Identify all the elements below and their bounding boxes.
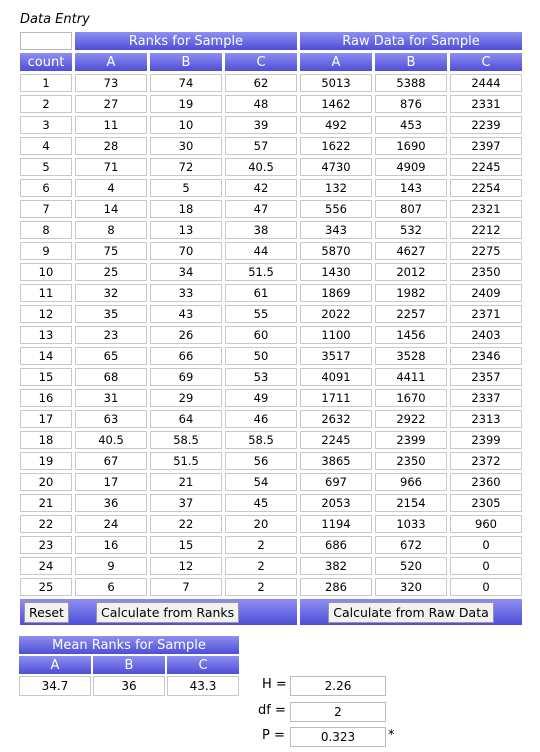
table-row — [20, 284, 522, 302]
count-cell: 2 — [20, 95, 72, 113]
data-cell[interactable]: 2399 — [450, 431, 522, 449]
count-cell: 17 — [20, 410, 72, 428]
table-row — [20, 494, 522, 512]
raw-col-b: B — [375, 53, 447, 71]
mean-ranks-table — [17, 634, 241, 698]
data-cell[interactable]: 4091 — [300, 368, 372, 386]
data-cell[interactable]: 0 — [450, 536, 522, 554]
table-row — [20, 242, 522, 260]
data-cell[interactable]: 71 — [75, 158, 147, 176]
table-row — [20, 263, 522, 281]
data-cell[interactable]: 492 — [300, 116, 372, 134]
data-cell[interactable]: 43 — [150, 305, 222, 323]
data-cell[interactable]: 57 — [225, 137, 297, 155]
p-label: P = — [262, 728, 285, 743]
mean-header: Mean Ranks for Sample — [19, 636, 239, 654]
data-cell[interactable]: 27 — [75, 95, 147, 113]
count-cell: 19 — [20, 452, 72, 470]
count-cell: 24 — [20, 557, 72, 575]
data-cell[interactable]: 1430 — [300, 263, 372, 281]
data-cell[interactable]: 21 — [150, 473, 222, 491]
count-cell: 13 — [20, 326, 72, 344]
data-cell[interactable]: 5870 — [300, 242, 372, 260]
p-value: 0.323 — [290, 727, 386, 747]
data-cell[interactable]: 2350 — [450, 263, 522, 281]
mean-col-a: A — [19, 656, 91, 674]
data-cell[interactable]: 1194 — [300, 515, 372, 533]
data-cell[interactable]: 520 — [375, 557, 447, 575]
mean-a-value: 34.7 — [19, 676, 91, 696]
data-cell[interactable]: 2154 — [375, 494, 447, 512]
data-cell[interactable]: 46 — [225, 410, 297, 428]
table-row — [20, 473, 522, 491]
data-cell[interactable]: 1982 — [375, 284, 447, 302]
count-cell: 9 — [20, 242, 72, 260]
df-label: df = — [258, 703, 286, 718]
data-cell[interactable]: 4909 — [375, 158, 447, 176]
data-cell[interactable]: 966 — [375, 473, 447, 491]
data-cell[interactable]: 64 — [150, 410, 222, 428]
data-cell[interactable]: 2245 — [300, 431, 372, 449]
table-row — [20, 326, 522, 344]
count-cell: 25 — [20, 578, 72, 596]
data-cell[interactable]: 13 — [150, 221, 222, 239]
data-cell[interactable]: 11 — [75, 116, 147, 134]
data-cell[interactable]: 807 — [375, 200, 447, 218]
table-row — [20, 179, 522, 197]
data-cell[interactable]: 2254 — [450, 179, 522, 197]
data-cell[interactable]: 25 — [75, 263, 147, 281]
data-cell[interactable]: 38 — [225, 221, 297, 239]
count-cell: 1 — [20, 74, 72, 92]
data-cell[interactable]: 65 — [75, 347, 147, 365]
table-row — [20, 221, 522, 239]
data-cell[interactable]: 6 — [75, 578, 147, 596]
data-cell[interactable]: 5013 — [300, 74, 372, 92]
data-cell[interactable]: 143 — [375, 179, 447, 197]
count-cell: 10 — [20, 263, 72, 281]
data-cell[interactable]: 24 — [75, 515, 147, 533]
data-cell[interactable]: 1711 — [300, 389, 372, 407]
data-cell[interactable]: 2313 — [450, 410, 522, 428]
count-header: count — [20, 53, 72, 71]
data-cell[interactable]: 63 — [75, 410, 147, 428]
data-cell[interactable]: 2012 — [375, 263, 447, 281]
data-cell[interactable]: 3865 — [300, 452, 372, 470]
data-cell[interactable]: 132 — [300, 179, 372, 197]
data-cell[interactable]: 39 — [225, 116, 297, 134]
h-value: 2.26 — [290, 676, 386, 696]
data-cell[interactable]: 35 — [75, 305, 147, 323]
data-cell[interactable]: 556 — [300, 200, 372, 218]
data-cell[interactable]: 22 — [150, 515, 222, 533]
data-cell[interactable]: 29 — [150, 389, 222, 407]
data-cell[interactable]: 2212 — [450, 221, 522, 239]
data-cell[interactable]: 67 — [75, 452, 147, 470]
data-cell[interactable]: 960 — [450, 515, 522, 533]
table-row — [20, 158, 522, 176]
data-cell[interactable]: 2 — [225, 536, 297, 554]
raw-button-bar — [300, 599, 522, 625]
data-cell[interactable]: 1869 — [300, 284, 372, 302]
data-cell[interactable]: 2245 — [450, 158, 522, 176]
data-cell[interactable]: 68 — [75, 368, 147, 386]
data-cell[interactable]: 686 — [300, 536, 372, 554]
data-cell[interactable]: 51.5 — [225, 263, 297, 281]
mean-col-c: C — [167, 656, 239, 674]
data-cell[interactable]: 2632 — [300, 410, 372, 428]
table-row — [20, 347, 522, 365]
data-cell[interactable]: 18 — [150, 200, 222, 218]
data-cell[interactable]: 1456 — [375, 326, 447, 344]
table-row — [20, 137, 522, 155]
data-cell[interactable]: 33 — [150, 284, 222, 302]
data-cell[interactable]: 4627 — [375, 242, 447, 260]
data-cell[interactable]: 15 — [150, 536, 222, 554]
table-row — [20, 116, 522, 134]
data-cell[interactable]: 31 — [75, 389, 147, 407]
data-cell[interactable]: 2053 — [300, 494, 372, 512]
data-cell[interactable]: 74 — [150, 74, 222, 92]
data-cell[interactable]: 8 — [75, 221, 147, 239]
data-cell[interactable]: 66 — [150, 347, 222, 365]
data-cell[interactable]: 2 — [225, 557, 297, 575]
data-cell[interactable]: 2357 — [450, 368, 522, 386]
data-cell[interactable]: 61 — [225, 284, 297, 302]
data-cell[interactable]: 1690 — [375, 137, 447, 155]
data-cell[interactable]: 2360 — [450, 473, 522, 491]
data-cell[interactable]: 30 — [150, 137, 222, 155]
count-cell: 3 — [20, 116, 72, 134]
data-cell[interactable]: 4 — [75, 179, 147, 197]
data-cell[interactable]: 2331 — [450, 95, 522, 113]
count-cell: 18 — [20, 431, 72, 449]
count-cell: 7 — [20, 200, 72, 218]
data-cell[interactable]: 9 — [75, 557, 147, 575]
count-cell: 5 — [20, 158, 72, 176]
table-row — [20, 452, 522, 470]
p-significance-mark: * — [388, 728, 395, 743]
data-cell[interactable]: 36 — [75, 494, 147, 512]
data-cell[interactable]: 0 — [450, 557, 522, 575]
data-cell[interactable]: 16 — [75, 536, 147, 554]
data-cell[interactable]: 45 — [225, 494, 297, 512]
data-cell[interactable]: 2372 — [450, 452, 522, 470]
data-cell[interactable]: 2403 — [450, 326, 522, 344]
data-cell[interactable]: 37 — [150, 494, 222, 512]
data-cell[interactable]: 70 — [150, 242, 222, 260]
data-cell[interactable]: 1462 — [300, 95, 372, 113]
data-cell[interactable]: 50 — [225, 347, 297, 365]
data-cell[interactable]: 3528 — [375, 347, 447, 365]
data-cell[interactable]: 343 — [300, 221, 372, 239]
data-cell[interactable]: 2922 — [375, 410, 447, 428]
data-cell[interactable]: 3517 — [300, 347, 372, 365]
data-cell[interactable]: 2239 — [450, 116, 522, 134]
data-cell[interactable]: 4730 — [300, 158, 372, 176]
reset-button[interactable]: Reset — [24, 602, 69, 623]
df-value: 2 — [290, 702, 386, 722]
data-cell[interactable]: 1622 — [300, 137, 372, 155]
data-cell[interactable]: 2022 — [300, 305, 372, 323]
table-row — [20, 557, 522, 575]
data-cell[interactable]: 1670 — [375, 389, 447, 407]
data-cell[interactable]: 10 — [150, 116, 222, 134]
table-row — [20, 368, 522, 386]
data-cell[interactable]: 26 — [150, 326, 222, 344]
data-cell[interactable]: 2444 — [450, 74, 522, 92]
rank-col-c: C — [225, 53, 297, 71]
count-cell: 14 — [20, 347, 72, 365]
data-cell[interactable]: 2275 — [450, 242, 522, 260]
data-cell[interactable]: 49 — [225, 389, 297, 407]
data-cell[interactable]: 48 — [225, 95, 297, 113]
mean-b-value: 36 — [93, 676, 165, 696]
table-row — [20, 410, 522, 428]
calculate-from-ranks-button[interactable]: Calculate from Ranks — [96, 602, 239, 623]
table-row — [20, 515, 522, 533]
data-cell[interactable]: 72 — [150, 158, 222, 176]
data-cell[interactable]: 876 — [375, 95, 447, 113]
data-cell[interactable]: 19 — [150, 95, 222, 113]
data-cell[interactable]: 5 — [150, 179, 222, 197]
mean-col-b: B — [93, 656, 165, 674]
data-cell[interactable]: 12 — [150, 557, 222, 575]
data-cell[interactable]: 44 — [225, 242, 297, 260]
data-cell[interactable]: 40.5 — [75, 431, 147, 449]
data-cell[interactable]: 62 — [225, 74, 297, 92]
data-cell[interactable]: 2305 — [450, 494, 522, 512]
data-cell[interactable]: 0 — [450, 578, 522, 596]
table-row — [20, 389, 522, 407]
table-row — [20, 74, 522, 92]
data-cell[interactable]: 34 — [150, 263, 222, 281]
data-cell[interactable]: 2 — [225, 578, 297, 596]
data-cell[interactable]: 58.5 — [225, 431, 297, 449]
data-entry-table — [17, 29, 525, 628]
data-cell[interactable]: 2409 — [450, 284, 522, 302]
rank-col-b: B — [150, 53, 222, 71]
count-cell: 20 — [20, 473, 72, 491]
count-cell: 23 — [20, 536, 72, 554]
data-cell[interactable]: 60 — [225, 326, 297, 344]
data-cell[interactable]: 5388 — [375, 74, 447, 92]
data-cell[interactable]: 73 — [75, 74, 147, 92]
data-cell[interactable]: 2350 — [375, 452, 447, 470]
table-row — [20, 200, 522, 218]
table-row — [20, 578, 522, 596]
data-cell[interactable]: 54 — [225, 473, 297, 491]
h-label: H = — [262, 677, 287, 692]
data-cell[interactable]: 23 — [75, 326, 147, 344]
count-cell: 21 — [20, 494, 72, 512]
ranks-header: Ranks for Sample — [75, 32, 297, 50]
data-cell[interactable]: 2337 — [450, 389, 522, 407]
table-row — [20, 536, 522, 554]
calculate-from-raw-button[interactable]: Calculate from Raw Data — [328, 602, 494, 623]
data-cell[interactable]: 2399 — [375, 431, 447, 449]
data-cell[interactable]: 58.5 — [150, 431, 222, 449]
data-cell[interactable]: 53 — [225, 368, 297, 386]
data-cell[interactable]: 2321 — [450, 200, 522, 218]
raw-header: Raw Data for Sample — [300, 32, 522, 50]
count-cell: 15 — [20, 368, 72, 386]
table-row — [20, 95, 522, 113]
data-cell[interactable]: 56 — [225, 452, 297, 470]
data-cell[interactable]: 20 — [225, 515, 297, 533]
data-cell[interactable]: 453 — [375, 116, 447, 134]
data-cell[interactable]: 51.5 — [150, 452, 222, 470]
data-cell[interactable]: 42 — [225, 179, 297, 197]
count-cell: 22 — [20, 515, 72, 533]
data-cell[interactable]: 532 — [375, 221, 447, 239]
count-cell: 6 — [20, 179, 72, 197]
data-cell[interactable]: 286 — [300, 578, 372, 596]
data-cell[interactable]: 697 — [300, 473, 372, 491]
data-cell[interactable]: 4411 — [375, 368, 447, 386]
data-cell[interactable]: 320 — [375, 578, 447, 596]
count-cell: 12 — [20, 305, 72, 323]
data-cell[interactable]: 69 — [150, 368, 222, 386]
data-cell[interactable]: 17 — [75, 473, 147, 491]
data-cell[interactable]: 1033 — [375, 515, 447, 533]
data-cell[interactable]: 382 — [300, 557, 372, 575]
count-cell: 16 — [20, 389, 72, 407]
rank-col-a: A — [75, 53, 147, 71]
count-cell: 4 — [20, 137, 72, 155]
raw-col-a: A — [300, 53, 372, 71]
data-cell[interactable]: 2346 — [450, 347, 522, 365]
mean-c-value: 43.3 — [167, 676, 239, 696]
table-row — [20, 305, 522, 323]
data-cell[interactable]: 55 — [225, 305, 297, 323]
data-cell[interactable]: 2397 — [450, 137, 522, 155]
count-cell: 11 — [20, 284, 72, 302]
page-title: Data Entry — [20, 12, 90, 27]
raw-col-c: C — [450, 53, 522, 71]
data-cell[interactable]: 40.5 — [225, 158, 297, 176]
data-cell[interactable]: 32 — [75, 284, 147, 302]
data-cell[interactable]: 2371 — [450, 305, 522, 323]
count-cell: 8 — [20, 221, 72, 239]
ranks-button-bar — [20, 599, 297, 625]
data-cell[interactable]: 2257 — [375, 305, 447, 323]
data-cell[interactable]: 14 — [75, 200, 147, 218]
data-cell[interactable]: 7 — [150, 578, 222, 596]
data-cell[interactable]: 75 — [75, 242, 147, 260]
data-cell[interactable]: 1100 — [300, 326, 372, 344]
data-cell[interactable]: 672 — [375, 536, 447, 554]
table-row — [20, 431, 522, 449]
data-cell[interactable]: 28 — [75, 137, 147, 155]
corner-cell — [20, 32, 72, 50]
data-cell[interactable]: 47 — [225, 200, 297, 218]
